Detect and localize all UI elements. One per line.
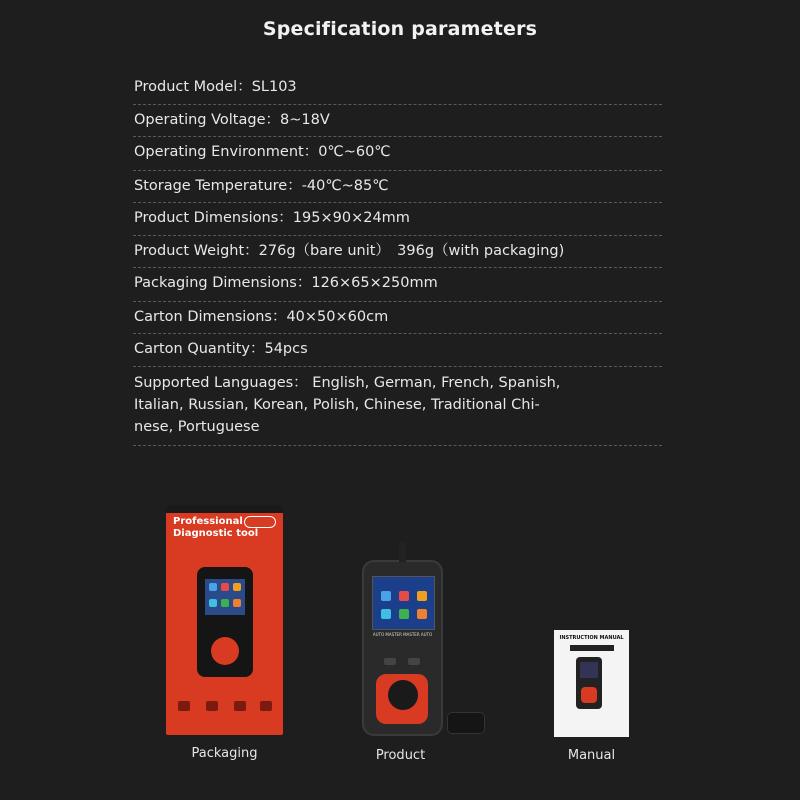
app-icon (381, 591, 391, 601)
device-button (408, 658, 420, 665)
app-icon (417, 609, 427, 619)
product-caption: Product (375, 748, 426, 763)
feature-icon (206, 701, 218, 711)
app-icon (209, 583, 217, 591)
device-dpad (388, 680, 418, 710)
obd-connector-image (447, 712, 485, 734)
app-icon (399, 591, 409, 601)
spec-row-storage: Storage Temperature：-40℃~85℃ (133, 171, 662, 203)
packaging-top-bar (166, 505, 283, 513)
spec-row-carton-dimensions: Carton Dimensions：40×50×60cm (133, 302, 662, 334)
app-icon (417, 591, 427, 601)
feature-icon (178, 701, 190, 711)
spec-row-model: Product Model：SL103 (133, 72, 662, 105)
feature-icon (260, 701, 272, 711)
languages-line-2: Italian, Russian, Korean, Polish, Chinese, Traditional Chi- (134, 397, 540, 413)
packaging-device-screen (205, 579, 245, 615)
packaging-device-keypad (211, 637, 239, 665)
spec-row-languages (133, 367, 662, 446)
device-button (384, 658, 396, 665)
device-cable (399, 542, 406, 562)
packaging-image (166, 505, 283, 735)
spec-list (133, 72, 662, 446)
page-title: Specification parameters (262, 18, 538, 40)
packaging-device (197, 567, 253, 677)
app-icon (233, 599, 241, 607)
spec-row-packaging-dimensions: Packaging Dimensions：126×65×250mm (133, 268, 662, 302)
manual-caption: Manual (567, 748, 616, 763)
spec-row-voltage: Operating Voltage：8~18V (133, 105, 662, 137)
device-screen (372, 576, 435, 630)
spec-row-carton-quantity: Carton Quantity：54pcs (133, 334, 662, 367)
app-icon (381, 609, 391, 619)
languages-line-3: nese, Portuguese (134, 419, 260, 435)
languages-line-1: Supported Languages： English, German, French, Spanish, (134, 375, 561, 391)
packaging-headline-1: Professional (173, 516, 243, 527)
device-brand-label: AUTO MASTER MASTER AUTO (372, 632, 433, 637)
app-icon (221, 599, 229, 607)
spec-row-weight: Product Weight：276g（bare unit） 396g（with packaging) (133, 236, 662, 268)
app-icon (233, 583, 241, 591)
manual-banner (570, 645, 614, 651)
manual-device-screen (580, 662, 598, 678)
packaging-caption: Packaging (191, 746, 258, 761)
manual-heading: INSTRUCTION MANUAL (559, 635, 624, 641)
product-image (362, 560, 443, 736)
manual-device-keypad (581, 687, 597, 703)
app-icon (399, 609, 409, 619)
manual-image (554, 630, 629, 737)
packaging-headline-2: Diagnostic tool (173, 528, 259, 539)
spec-row-dimensions: Product Dimensions：195×90×24mm (133, 203, 662, 236)
manual-device (576, 657, 602, 709)
app-icon (221, 583, 229, 591)
feature-icon (234, 701, 246, 711)
packaging-badge (244, 516, 276, 528)
spec-row-environment: Operating Environment：0℃~60℃ (133, 137, 662, 171)
app-icon (209, 599, 217, 607)
